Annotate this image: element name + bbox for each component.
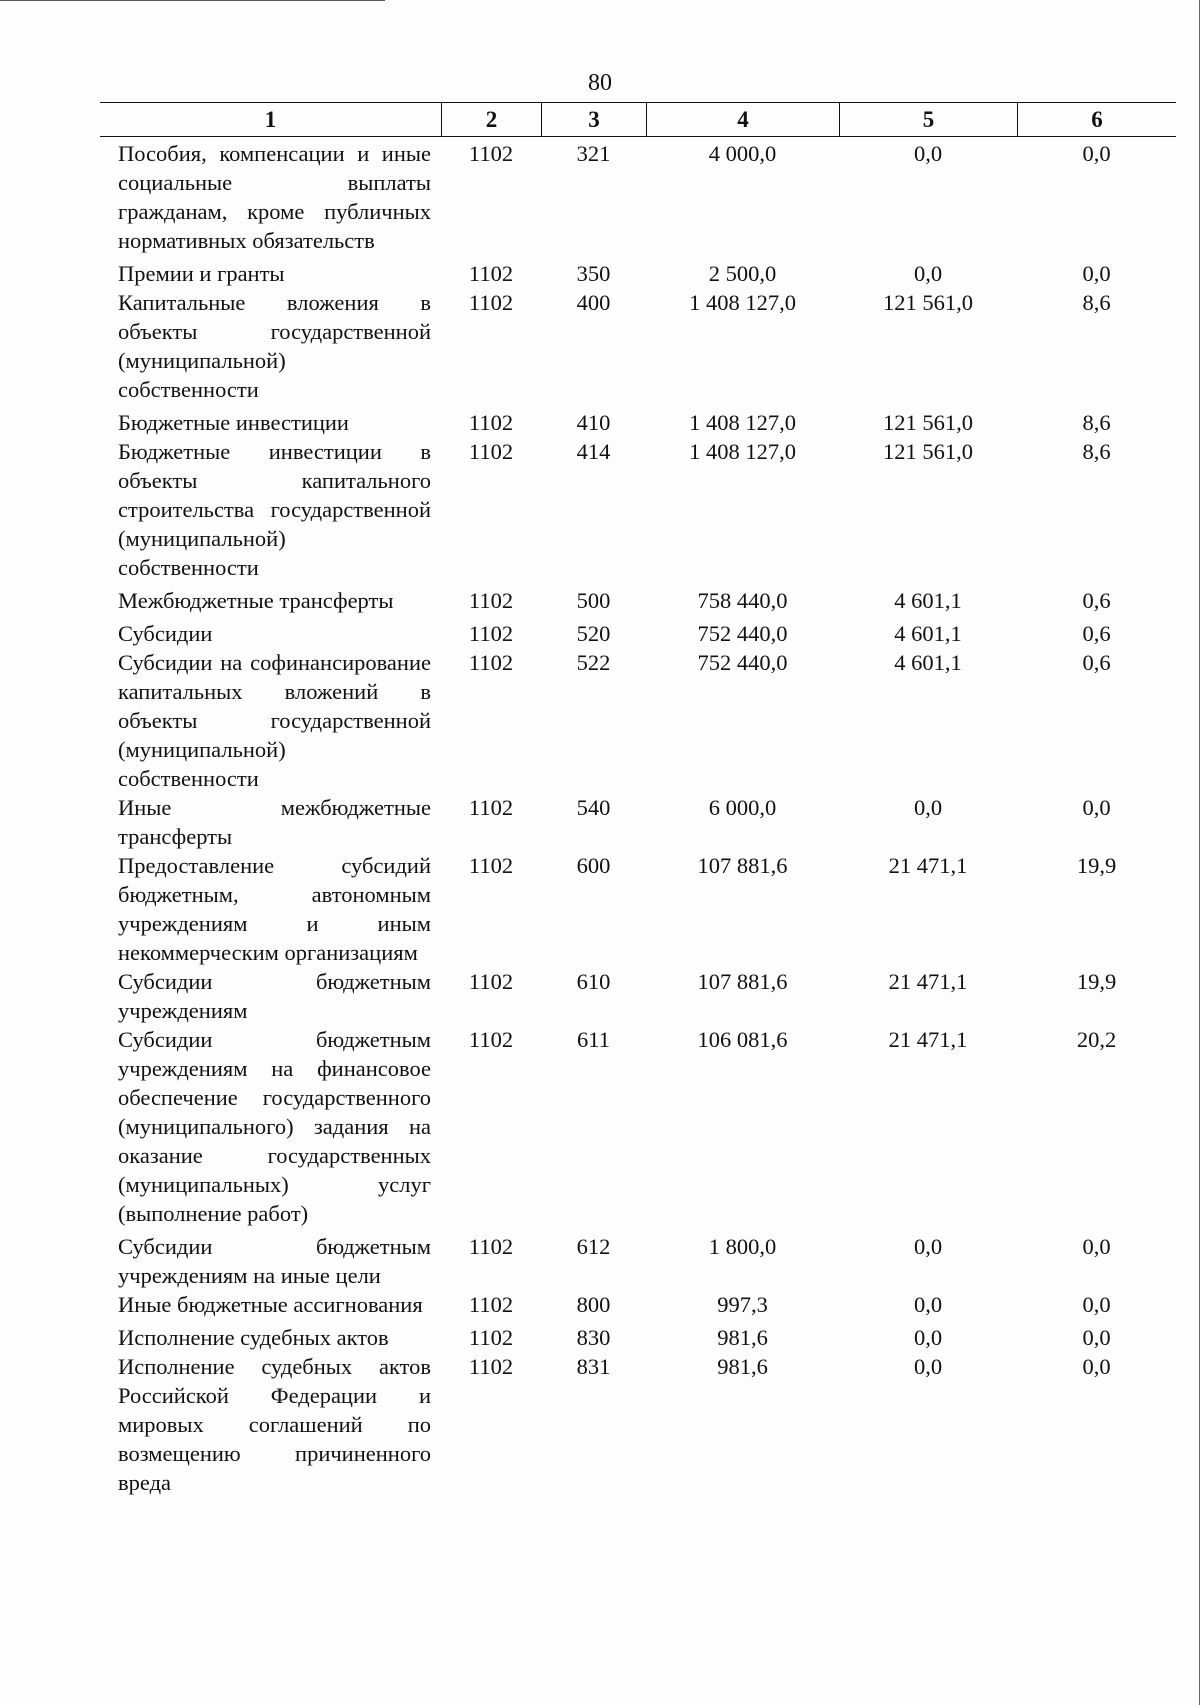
row-percent: 0,0 — [1082, 261, 1111, 286]
row-percent: 0,0 — [1082, 1354, 1111, 1379]
budget-table — [100, 102, 1176, 1497]
row-name: Капитальные вложения в объекты государственной (муниципальной) собственности — [118, 290, 431, 402]
table-row — [100, 1025, 1176, 1228]
row-percent: 0,0 — [1082, 1234, 1111, 1259]
row-actual: 0,0 — [913, 261, 943, 286]
table-row — [100, 1290, 1176, 1319]
row-name: Предоставление субсидий бюджетным, автономным учреждениям и иным некоммерческим организациям — [118, 853, 431, 965]
row-name: Иные бюджетные ассигнования — [118, 1292, 423, 1317]
row-percent: 19,9 — [1076, 853, 1117, 878]
row-section-code: 1102 — [468, 1354, 514, 1379]
row-section-code: 1102 — [468, 1292, 514, 1317]
table-row — [100, 1323, 1176, 1352]
table-row — [100, 967, 1176, 1025]
row-section-code: 1102 — [468, 853, 514, 878]
row-actual: 121 561,0 — [883, 439, 973, 464]
row-section-code: 1102 — [468, 969, 514, 994]
table-row — [100, 288, 1176, 404]
header-col-4: 4 — [646, 103, 839, 136]
row-plan: 752 440,0 — [697, 621, 788, 646]
table-row — [100, 408, 1176, 437]
row-plan: 1 408 127,0 — [689, 439, 796, 464]
table-header — [100, 102, 1176, 137]
row-name: Субсидии бюджетным учреждениям на финансовое обеспечение государственного (муниципального) задания на оказание государственных (муниципальных) услуг (выполнение работ) — [118, 1027, 431, 1226]
row-expense-code: 610 — [576, 969, 611, 994]
header-col-6: 6 — [1017, 103, 1176, 136]
scan-edge-top — [0, 0, 385, 1]
row-actual: 4 601,1 — [894, 650, 962, 675]
row-percent: 0,6 — [1082, 621, 1111, 646]
row-name: Бюджетные инвестиции — [118, 410, 349, 435]
row-section-code: 1102 — [468, 621, 514, 646]
row-section-code: 1102 — [468, 650, 514, 675]
row-actual: 21 471,1 — [888, 1027, 968, 1052]
row-expense-code: 410 — [576, 410, 611, 435]
row-actual: 0,0 — [913, 141, 943, 166]
row-expense-code: 612 — [576, 1234, 611, 1259]
row-percent: 8,6 — [1082, 439, 1111, 464]
row-section-code: 1102 — [468, 261, 514, 286]
row-expense-code: 500 — [576, 588, 611, 613]
row-actual: 121 561,0 — [883, 290, 973, 315]
row-plan: 981,6 — [717, 1325, 768, 1350]
row-actual: 21 471,1 — [888, 853, 968, 878]
row-plan: 758 440,0 — [697, 588, 788, 613]
row-name: Субсидии бюджетным учреждениям — [118, 969, 431, 1023]
row-plan: 107 881,6 — [697, 969, 788, 994]
table-row — [100, 619, 1176, 648]
row-expense-code: 600 — [576, 853, 611, 878]
row-name: Премии и гранты — [118, 261, 285, 286]
row-plan: 1 800,0 — [708, 1234, 777, 1259]
row-percent: 0,0 — [1082, 1292, 1111, 1317]
row-percent: 8,6 — [1082, 290, 1111, 315]
row-plan: 981,6 — [717, 1354, 768, 1379]
row-expense-code: 540 — [576, 795, 611, 820]
row-section-code: 1102 — [468, 1234, 514, 1259]
row-section-code: 1102 — [468, 410, 514, 435]
row-expense-code: 400 — [576, 290, 611, 315]
row-section-code: 1102 — [468, 439, 514, 464]
table-row — [100, 851, 1176, 967]
row-section-code: 1102 — [468, 141, 514, 166]
row-name: Исполнение судебных актов Российской Федерации и мировых соглашений по возмещению причиненного вреда — [118, 1354, 431, 1495]
row-percent: 20,2 — [1076, 1027, 1117, 1052]
table-row — [100, 793, 1176, 851]
row-actual: 0,0 — [913, 795, 943, 820]
row-percent: 19,9 — [1076, 969, 1117, 994]
table-row — [100, 1232, 1176, 1290]
row-plan: 106 081,6 — [697, 1027, 788, 1052]
row-section-code: 1102 — [468, 1027, 514, 1052]
row-expense-code: 350 — [576, 261, 611, 286]
row-percent: 0,0 — [1082, 1325, 1111, 1350]
row-percent: 8,6 — [1082, 410, 1111, 435]
row-actual: 4 601,1 — [894, 588, 962, 613]
table-body — [100, 137, 1176, 1497]
row-plan: 6 000,0 — [708, 795, 777, 820]
row-actual: 0,0 — [913, 1292, 943, 1317]
row-section-code: 1102 — [468, 290, 514, 315]
row-percent: 0,6 — [1082, 588, 1111, 613]
row-name: Исполнение судебных актов — [118, 1325, 389, 1350]
row-expense-code: 520 — [576, 621, 611, 646]
row-name: Иные межбюджетные трансферты — [118, 795, 431, 849]
table-row — [100, 586, 1176, 615]
row-expense-code: 800 — [576, 1292, 611, 1317]
header-col-1: 1 — [264, 107, 277, 132]
row-expense-code: 831 — [576, 1354, 611, 1379]
header-col-5: 5 — [839, 103, 1017, 136]
row-plan: 1 408 127,0 — [689, 410, 796, 435]
row-actual: 0,0 — [913, 1354, 943, 1379]
row-name: Пособия, компенсации и иные социальные выплаты гражданам, кроме публичных нормативных обязательств — [118, 141, 431, 253]
row-name: Субсидии бюджетным учреждениям на иные цели — [118, 1234, 431, 1288]
row-name: Субсидии на софинансирование капитальных вложений в объекты государственной (муниципальной) собственности — [118, 650, 431, 791]
row-section-code: 1102 — [468, 588, 514, 613]
row-section-code: 1102 — [468, 1325, 514, 1350]
table-row — [100, 437, 1176, 582]
row-expense-code: 522 — [576, 650, 611, 675]
row-expense-code: 830 — [576, 1325, 611, 1350]
header-col-2: 2 — [441, 103, 541, 136]
row-actual: 21 471,1 — [888, 969, 968, 994]
row-plan: 752 440,0 — [697, 650, 788, 675]
table-row — [100, 139, 1176, 255]
row-percent: 0,0 — [1082, 795, 1111, 820]
row-plan: 997,3 — [717, 1292, 768, 1317]
row-actual: 121 561,0 — [883, 410, 973, 435]
row-expense-code: 321 — [576, 141, 611, 166]
row-name: Бюджетные инвестиции в объекты капитального строительства государственной (муниципальной) собственности — [118, 439, 431, 580]
header-col-3: 3 — [541, 103, 646, 136]
row-actual: 4 601,1 — [894, 621, 962, 646]
table-row — [100, 648, 1176, 793]
row-name: Субсидии — [118, 621, 213, 646]
row-plan: 1 408 127,0 — [689, 290, 796, 315]
table-row — [100, 259, 1176, 288]
row-percent: 0,6 — [1082, 650, 1111, 675]
row-plan: 4 000,0 — [708, 141, 777, 166]
row-expense-code: 611 — [577, 1027, 610, 1052]
row-actual: 0,0 — [913, 1234, 943, 1259]
row-section-code: 1102 — [468, 795, 514, 820]
row-name: Межбюджетные трансферты — [118, 588, 394, 613]
page-number: 80 — [588, 70, 612, 96]
table-row — [100, 1352, 1176, 1497]
row-percent: 0,0 — [1082, 141, 1111, 166]
row-actual: 0,0 — [913, 1325, 943, 1350]
row-plan: 107 881,6 — [697, 853, 788, 878]
row-plan: 2 500,0 — [708, 261, 777, 286]
row-expense-code: 414 — [576, 439, 611, 464]
